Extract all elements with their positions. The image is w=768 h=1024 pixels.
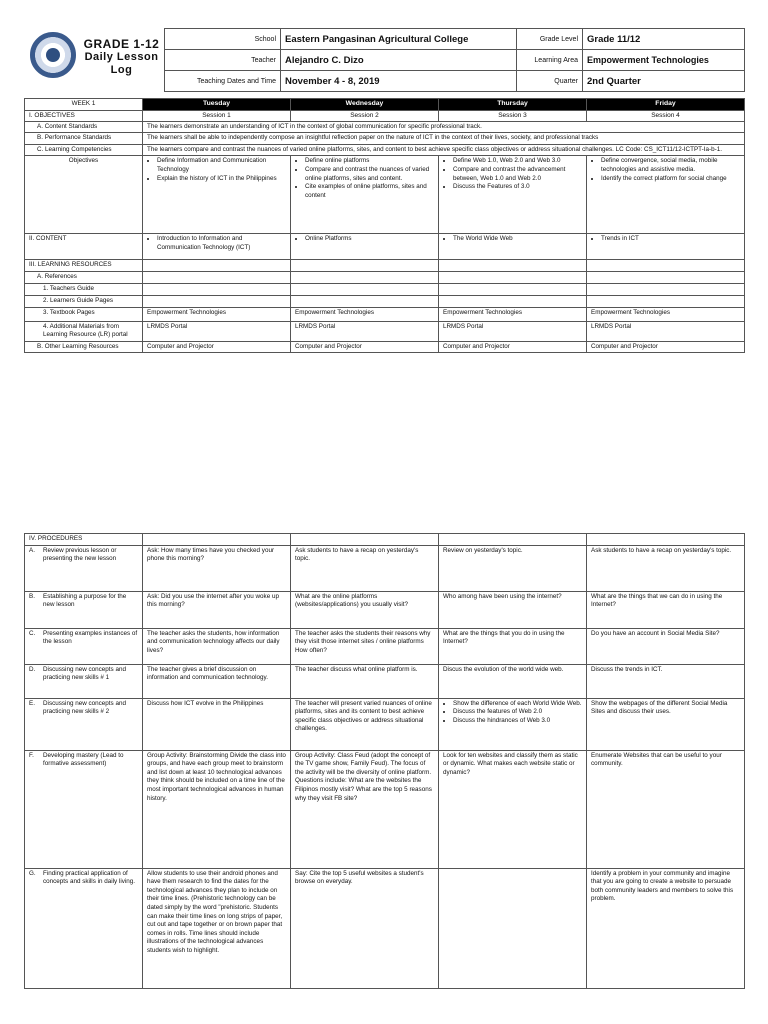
- learning-area-label: Learning Area: [517, 50, 583, 71]
- other-resources-value: Computer and Projector: [143, 341, 291, 353]
- procedure-cell: What are the things that we can do in using the Internet?: [587, 591, 745, 628]
- header-row-teacher: [165, 50, 745, 71]
- day-tuesday: Tuesday: [143, 99, 291, 111]
- content-label: II. CONTENT: [25, 234, 143, 260]
- learning-area-value: Empowerment Technologies: [583, 50, 745, 71]
- bullet-item: • Show the difference of each World Wide Web.: [453, 700, 582, 709]
- procedure-cell: The teacher gives a brief discussion on information and communication technology.: [143, 664, 291, 698]
- teachers-guide-row: [25, 283, 745, 295]
- additional-materials-value: LRMDS Portal: [587, 321, 745, 341]
- procedure-cell: Say: Cite the top 5 useful websites a student's browse on everyday.: [291, 868, 439, 988]
- learners-guide-label: 2. Learners Guide Pages: [25, 295, 143, 307]
- objectives-cell: [291, 156, 439, 234]
- procedure-cell: Ask students to have a recap on yesterday's topic.: [587, 545, 745, 591]
- dates-label: Teaching Dates and Time: [165, 71, 281, 92]
- procedure-letter: G.: [29, 869, 36, 877]
- procedures-body: [25, 545, 745, 988]
- bullet-item: • Define convergence, social media, mobile technologies and assistive media.: [601, 157, 740, 174]
- bullet-list: [147, 157, 286, 183]
- other-resources-value: Computer and Projector: [291, 341, 439, 353]
- procedure-label: [25, 664, 143, 698]
- session-2: Session 2: [291, 110, 439, 121]
- references-label: A. References: [25, 271, 143, 283]
- teacher-value: Alejandro C. Dizo: [281, 50, 517, 71]
- performance-standards-value: The learners shall be able to independently compose an insightful reflection paper on the nature of ICT in the context of their lives, society, and professional tracks: [143, 133, 745, 145]
- bullet-item: • Explain the history of ICT in the Philippines: [157, 175, 286, 184]
- grade-level-value: Grade 11/12: [583, 29, 745, 50]
- references-row: [25, 271, 745, 283]
- content-cell: [143, 234, 291, 260]
- procedure-letter: E.: [29, 699, 35, 707]
- header-row-dates: [165, 71, 745, 92]
- content-cell: [587, 234, 745, 260]
- content-cell: [439, 234, 587, 260]
- grade-level-label: Grade Level: [517, 29, 583, 50]
- other-resources-value: Computer and Projector: [439, 341, 587, 353]
- lesson-table-top: [24, 98, 745, 353]
- procedure-cell: Ask students to have a recap on yesterday's topic.: [291, 545, 439, 591]
- procedure-cell: Allow students to use their android phones and have them research to find the dates for the technological advances they plan to include on their time lines. (Prehistoric technology can be dated simply by the word "prehistoric. Students can make their time lines on long strips of paper, cut out and tape together or on brown paper that comes in rolls. Time lines should include illustrations of the technological advances students wish to highlight.: [143, 868, 291, 988]
- procedure-cell: Group Activity: Class Feud (adopt the concept of the TV game show, Family Feud). The focus of the activity will be the diversity of online platform. Questions include: What are the websites the Filipinos mostly visit? What are the top 5 reasons why they visit FB site?: [291, 750, 439, 868]
- procedure-cell: The teacher asks the students, how information and communication technology affects our daily lives?: [143, 628, 291, 664]
- procedure-label-text: Discussing new concepts and practicing new skills # 1: [43, 665, 126, 682]
- procedure-label: [25, 868, 143, 988]
- procedure-cell: [439, 868, 587, 988]
- objectives-heading: I. OBJECTIVES: [25, 110, 143, 121]
- objectives-label: Objectives: [25, 156, 143, 234]
- content-row: [25, 234, 745, 260]
- procedure-cell: What are the online platforms (websites/applications) you usually visit?: [291, 591, 439, 628]
- bullet-item: • The World Wide Web: [453, 235, 582, 244]
- procedure-cell: Discus the evolution of the world wide web.: [439, 664, 587, 698]
- learners-guide-row: [25, 295, 745, 307]
- session-3: Session 3: [439, 110, 587, 121]
- header-row-school: [165, 29, 745, 50]
- textbook-row: [25, 307, 745, 321]
- textbook-value: Empowerment Technologies: [291, 307, 439, 321]
- procedure-cell: Look for ten websites and classify them as static or dynamic. What makes each website static or dynamic?: [439, 750, 587, 868]
- procedure-letter: D.: [29, 665, 36, 673]
- bullet-item: • Discuss the hindrances of Web 3.0: [453, 717, 582, 726]
- content-cell: [291, 234, 439, 260]
- objectives-cell: [143, 156, 291, 234]
- bullet-list: [443, 700, 582, 726]
- days-row: [25, 99, 745, 111]
- procedure-row: [25, 868, 745, 988]
- title-line1: GRADE 1-12: [83, 37, 160, 51]
- other-resources-value: Computer and Projector: [587, 341, 745, 353]
- content-standards-label: A. Content Standards: [25, 121, 143, 133]
- procedure-row: [25, 591, 745, 628]
- performance-standards-row: [25, 133, 745, 145]
- procedure-label: [25, 698, 143, 750]
- procedure-cell: Discuss the trends in ICT.: [587, 664, 745, 698]
- teacher-label: Teacher: [165, 50, 281, 71]
- additional-materials-row: [25, 321, 745, 341]
- resources-label: III. LEARNING RESOURCES: [25, 260, 143, 272]
- textbook-value: Empowerment Technologies: [587, 307, 745, 321]
- bullet-item: • Define Web 1.0, Web 2.0 and Web 3.0: [453, 157, 582, 166]
- day-wednesday: Wednesday: [291, 99, 439, 111]
- additional-materials-label: 4. Additional Materials from Learning Resource (LR) portal: [25, 321, 143, 341]
- procedure-row: [25, 750, 745, 868]
- dates-value: November 4 - 8, 2019: [281, 71, 517, 92]
- additional-materials-value: LRMDS Portal: [439, 321, 587, 341]
- learning-competencies-value: The learners compare and contrast the nuances of varied online platforms, sites, and content to best achieve specific class objectives or address situational challenges. LC Code: CS_ICT11/12-ICTPT-Ia-b-1.: [143, 144, 745, 156]
- performance-standards-label: B. Performance Standards: [25, 133, 143, 145]
- bullet-item: • Discuss the Features of 3.0: [453, 183, 582, 192]
- procedure-cell: The teacher asks the students their reasons why they visit those internet sites / online platforms How often?: [291, 628, 439, 664]
- procedure-letter: C.: [29, 629, 36, 637]
- procedure-label-text: Finding practical application of concepts and skills in daily living.: [43, 869, 136, 886]
- procedure-cell: The teacher will present varied nuances of online platforms, sites and its content to best achieve specific class objectives or address situational challenges.: [291, 698, 439, 750]
- dll-title: [74, 38, 169, 77]
- procedure-cell: Enumerate Websites that can be useful to your community.: [587, 750, 745, 868]
- session-4: Session 4: [587, 110, 745, 121]
- bullet-list: [147, 235, 286, 252]
- quarter-value: 2nd Quarter: [583, 71, 745, 92]
- procedure-cell-list: [439, 698, 587, 750]
- objectives-row: [25, 156, 745, 234]
- procedure-label-text: Developing mastery (Lead to formative assessment): [43, 751, 124, 768]
- teachers-guide-label: 1. Teachers Guide: [25, 283, 143, 295]
- bullet-item: • Discuss the features of Web 2.0: [453, 708, 582, 717]
- procedure-label-text: Establishing a purpose for the new lesson: [43, 592, 127, 609]
- procedure-cell: What are the things that you do in using the Internet?: [439, 628, 587, 664]
- week-label: WEEK 1: [25, 99, 143, 111]
- bullet-item: • Define online platforms: [305, 157, 434, 166]
- procedure-cell: Ask: How many times have you checked your phone this morning?: [143, 545, 291, 591]
- procedure-label: [25, 628, 143, 664]
- bullet-list: [295, 235, 434, 244]
- deped-seal-icon: [30, 32, 76, 78]
- content-standards-row: [25, 121, 745, 133]
- school-label: School: [165, 29, 281, 50]
- procedures-label: IV. PROCEDURES: [25, 534, 143, 546]
- quarter-label: Quarter: [517, 71, 583, 92]
- title-line3: Log: [110, 64, 133, 76]
- procedure-label-text: Discussing new concepts and practicing new skills # 2: [43, 699, 126, 716]
- procedure-letter: B.: [29, 592, 35, 600]
- additional-materials-value: LRMDS Portal: [291, 321, 439, 341]
- day-thursday: Thursday: [439, 99, 587, 111]
- procedure-label: [25, 750, 143, 868]
- textbook-value: Empowerment Technologies: [439, 307, 587, 321]
- school-value: Eastern Pangasinan Agricultural College: [281, 29, 517, 50]
- procedure-cell: Show the webpages of the different Social Media Sites and discuss their uses.: [587, 698, 745, 750]
- procedure-cell: Group Activity: Brainstorming Divide the class into groups, and have each group meet to brainstorm and list down at least 10 technological advances they think should be included on a time line of the most important technological advances in human history.: [143, 750, 291, 868]
- objectives-cell: [587, 156, 745, 234]
- procedure-label-text: Presenting examples instances of the lesson: [43, 629, 138, 646]
- procedure-letter: F.: [29, 751, 34, 759]
- bullet-list: [443, 157, 582, 191]
- bullet-item: • Identify the correct platform for social change: [601, 175, 740, 184]
- bullet-list: [443, 235, 582, 244]
- title-line2: Daily Lesson: [84, 51, 159, 63]
- procedure-cell: Ask: Did you use the internet after you woke up this morning?: [143, 591, 291, 628]
- objectives-cell: [439, 156, 587, 234]
- lesson-table-procedures: [24, 533, 745, 989]
- learning-competencies-row: [25, 144, 745, 156]
- procedure-cell: Do you have an account in Social Media Site?: [587, 628, 745, 664]
- procedure-row: [25, 698, 745, 750]
- other-resources-label: B. Other Learning Resources: [25, 341, 143, 353]
- session-1: Session 1: [143, 110, 291, 121]
- procedure-row: [25, 664, 745, 698]
- day-friday: Friday: [587, 99, 745, 111]
- procedure-label: [25, 591, 143, 628]
- bullet-item: • Trends in ICT: [601, 235, 740, 244]
- procedure-letter: A.: [29, 546, 35, 554]
- procedure-cell: Discuss how ICT evolve in the Philippines: [143, 698, 291, 750]
- procedure-cell: Review on yesterday's topic.: [439, 545, 587, 591]
- procedure-cell: Who among have been using the internet?: [439, 591, 587, 628]
- content-standards-value: The learners demonstrate an understanding of ICT in the context of global communication for specific professional track.: [143, 121, 745, 133]
- procedures-heading-row: [25, 534, 745, 546]
- other-resources-row: [25, 341, 745, 353]
- procedure-row: [25, 545, 745, 591]
- textbook-value: Empowerment Technologies: [143, 307, 291, 321]
- header-table: [164, 28, 745, 92]
- bullet-item: • Define Information and Communication Technology: [157, 157, 286, 174]
- bullet-item: • Cite examples of online platforms, sites and content: [305, 183, 434, 200]
- bullet-item: • Online Platforms: [305, 235, 434, 244]
- bullet-item: • Compare and contrast the nuances of varied online platforms, sites and content.: [305, 166, 434, 183]
- additional-materials-value: LRMDS Portal: [143, 321, 291, 341]
- procedure-label: [25, 545, 143, 591]
- procedure-cell: Identify a problem in your community and imagine that you are going to create a website to persuade both community leaders and members to solve this problem.: [587, 868, 745, 988]
- procedure-cell: The teacher discuss what online platform is.: [291, 664, 439, 698]
- procedure-row: [25, 628, 745, 664]
- resources-row: [25, 260, 745, 272]
- header-logo-area: [24, 28, 164, 90]
- bullet-item: • Compare and contrast the advancement between, Web 1.0 and Web 2.0: [453, 166, 582, 183]
- bullet-item: • Introduction to Information and Communication Technology (ICT): [157, 235, 286, 252]
- procedure-label-text: Review previous lesson or presenting the new lesson: [43, 546, 117, 563]
- bullet-list: [591, 157, 740, 183]
- bullet-list: [591, 235, 740, 244]
- learning-competencies-label: C. Learning Competencies: [25, 144, 143, 156]
- bullet-list: [295, 157, 434, 200]
- sessions-row: [25, 110, 745, 121]
- textbook-label: 3. Textbook Pages: [25, 307, 143, 321]
